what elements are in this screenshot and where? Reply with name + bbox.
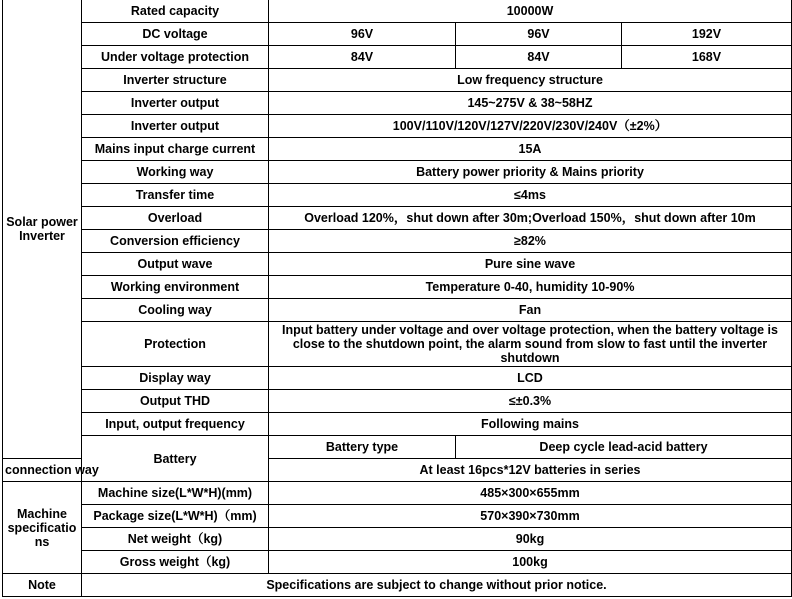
table-row (3, 528, 792, 551)
row-label: Overload (82, 207, 269, 230)
row-value: 485×300×655mm (269, 482, 792, 505)
row-value: 100kg (269, 551, 792, 574)
row-value: 168V (622, 46, 792, 69)
row-value: ≤4ms (269, 184, 792, 207)
row-label: Machine size(L*W*H)(mm) (82, 482, 269, 505)
row-value: 570×390×730mm (269, 505, 792, 528)
row-label: Working environment (82, 276, 269, 299)
row-value: 96V (269, 23, 456, 46)
row-value: 10000W (269, 0, 792, 23)
table-row (3, 551, 792, 574)
table-row (3, 69, 792, 92)
row-value: 100V/110V/120V/127V/220V/230V/240V（±2%） (269, 115, 792, 138)
row-value: 84V (269, 46, 456, 69)
row-label: Output THD (82, 390, 269, 413)
row-label: Battery type (269, 436, 456, 459)
row-label: Conversion efficiency (82, 230, 269, 253)
row-value: Low frequency structure (269, 69, 792, 92)
table-row (3, 299, 792, 322)
row-value: At least 16pcs*12V batteries in series (269, 459, 792, 482)
row-label: Inverter output (82, 115, 269, 138)
table-row (3, 367, 792, 390)
row-label: Input, output frequency (82, 413, 269, 436)
row-label: Output wave (82, 253, 269, 276)
row-value: Following mains (269, 413, 792, 436)
row-value: Battery power priority & Mains priority (269, 161, 792, 184)
table-row (3, 23, 792, 46)
row-label: connection way (3, 459, 82, 482)
row-label: Under voltage protection (82, 46, 269, 69)
table-row (3, 92, 792, 115)
group-label-note: Note (3, 574, 82, 597)
row-label: Mains input charge current (82, 138, 269, 161)
row-value: Deep cycle lead-acid battery (456, 436, 792, 459)
row-value: Fan (269, 299, 792, 322)
table-row (3, 230, 792, 253)
table-row (3, 322, 792, 367)
table-row (3, 505, 792, 528)
specification-table (2, 0, 792, 597)
table-row (3, 482, 792, 505)
table-row (3, 184, 792, 207)
row-label: Rated capacity (82, 0, 269, 23)
note-text: Specifications are subject to change without prior notice. (82, 574, 792, 597)
table-row (3, 0, 792, 23)
table-row (3, 413, 792, 436)
row-label: Net weight（kg) (82, 528, 269, 551)
row-label: Cooling way (82, 299, 269, 322)
table-row (3, 46, 792, 69)
table-row (3, 574, 792, 597)
row-value: 84V (456, 46, 622, 69)
row-label: Inverter output (82, 92, 269, 115)
table-row (3, 207, 792, 230)
row-label: Display way (82, 367, 269, 390)
row-value: Temperature 0-40, humidity 10-90% (269, 276, 792, 299)
table-row (3, 436, 792, 459)
row-value: Input battery under voltage and over voltage protection, when the battery voltage is close to the shutdown point, the alarm sound from slow to fast until the inverter shutdown (269, 322, 792, 367)
row-value: Overload 120%，shut down after 30m;Overload 150%，shut down after 10m (269, 207, 792, 230)
row-label: Working way (82, 161, 269, 184)
row-value: 96V (456, 23, 622, 46)
row-label: Transfer time (82, 184, 269, 207)
table-row (3, 138, 792, 161)
table-row (3, 276, 792, 299)
row-value: 192V (622, 23, 792, 46)
table-row (3, 115, 792, 138)
table-row (3, 161, 792, 184)
table-row (3, 390, 792, 413)
group-label-battery: Battery (82, 436, 269, 482)
row-label: DC voltage (82, 23, 269, 46)
row-value: 145~275V & 38~58HZ (269, 92, 792, 115)
group-label-inverter: Solar power Inverter (3, 0, 82, 459)
row-value: LCD (269, 367, 792, 390)
row-label: Gross weight（kg) (82, 551, 269, 574)
row-value: 90kg (269, 528, 792, 551)
row-label: Protection (82, 322, 269, 367)
row-value: 15A (269, 138, 792, 161)
row-value: ≥82% (269, 230, 792, 253)
row-value: Pure sine wave (269, 253, 792, 276)
group-label-machine: Machine specificatio ns (3, 482, 82, 574)
table-row (3, 253, 792, 276)
row-label: Inverter structure (82, 69, 269, 92)
row-value: ≤±0.3% (269, 390, 792, 413)
row-label: Package size(L*W*H)（mm) (82, 505, 269, 528)
